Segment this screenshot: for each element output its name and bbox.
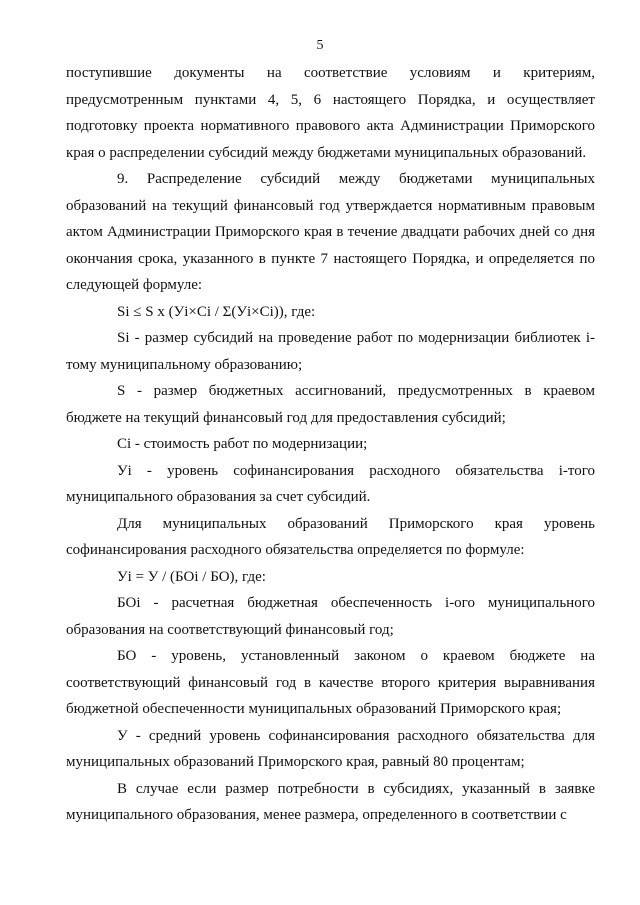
definition-ui: Уi - уровень софинансирования расходного обязательства i-того муниципального образования за счет субсидий. xyxy=(66,462,595,505)
definition-u: У - средний уровень софинансирования расходного обязательства для муниципальных образований Приморского края, равный 80 процентам; xyxy=(66,727,595,770)
definition-ci: Ci - стоимость работ по модернизации; xyxy=(117,436,368,452)
paragraph-1: поступившие документы на соответствие условиям и критериям, предусмотренным пунктами 4, 5, 6 настоящего Порядка, и осуществляет подготовку проекта нормативного правового акта Администрации Приморского края о распределении субсидий между бюджетами муниципальных образований. xyxy=(66,65,595,161)
definition-bo: БО - уровень, установленный законом о краевом бюджете на соответствующий финансовый год в качестве второго критерия выравнивания бюджетной обеспеченности муниципальных образований Приморского края; xyxy=(66,648,595,717)
formula-subsidy: Si ≤ S x (Уi×Ci / Σ(Уi×Ci)), где: xyxy=(117,303,316,320)
paragraph-cofinancing: Для муниципальных образований Приморского края уровень софинансирования расходного обязательства определяется по формуле: xyxy=(66,515,595,558)
definition-boi: БОi - расчетная бюджетная обеспеченность i-ого муниципального образования на соответствующий финансовый год; xyxy=(66,595,595,638)
formula-cofinancing: Уi = У / (БОi / БО), где: xyxy=(117,568,266,585)
definition-si: Si - размер субсидий на проведение работ по модернизации библиотек i-тому муниципальному образованию; xyxy=(66,330,595,373)
paragraph-last: В случае если размер потребности в субсидиях, указанный в заявке муниципального образования, менее размера, определенного в соответствии с xyxy=(66,780,595,823)
definition-s: S - размер бюджетных ассигнований, предусмотренных в краевом бюджете на текущий финансовый год для предоставления субсидий; xyxy=(66,383,595,426)
page-number: 5 xyxy=(316,38,324,53)
document-body xyxy=(66,60,595,829)
paragraph-2: 9. Распределение субсидий между бюджетами муниципальных образований на текущий финансовый год утверждается нормативным правовым актом Администрации Приморского края в течение двадцати рабочих дней со дня окончания срока, указанного в пункте 7 настоящего Порядка, и определяется по следующей формуле: xyxy=(66,171,595,293)
